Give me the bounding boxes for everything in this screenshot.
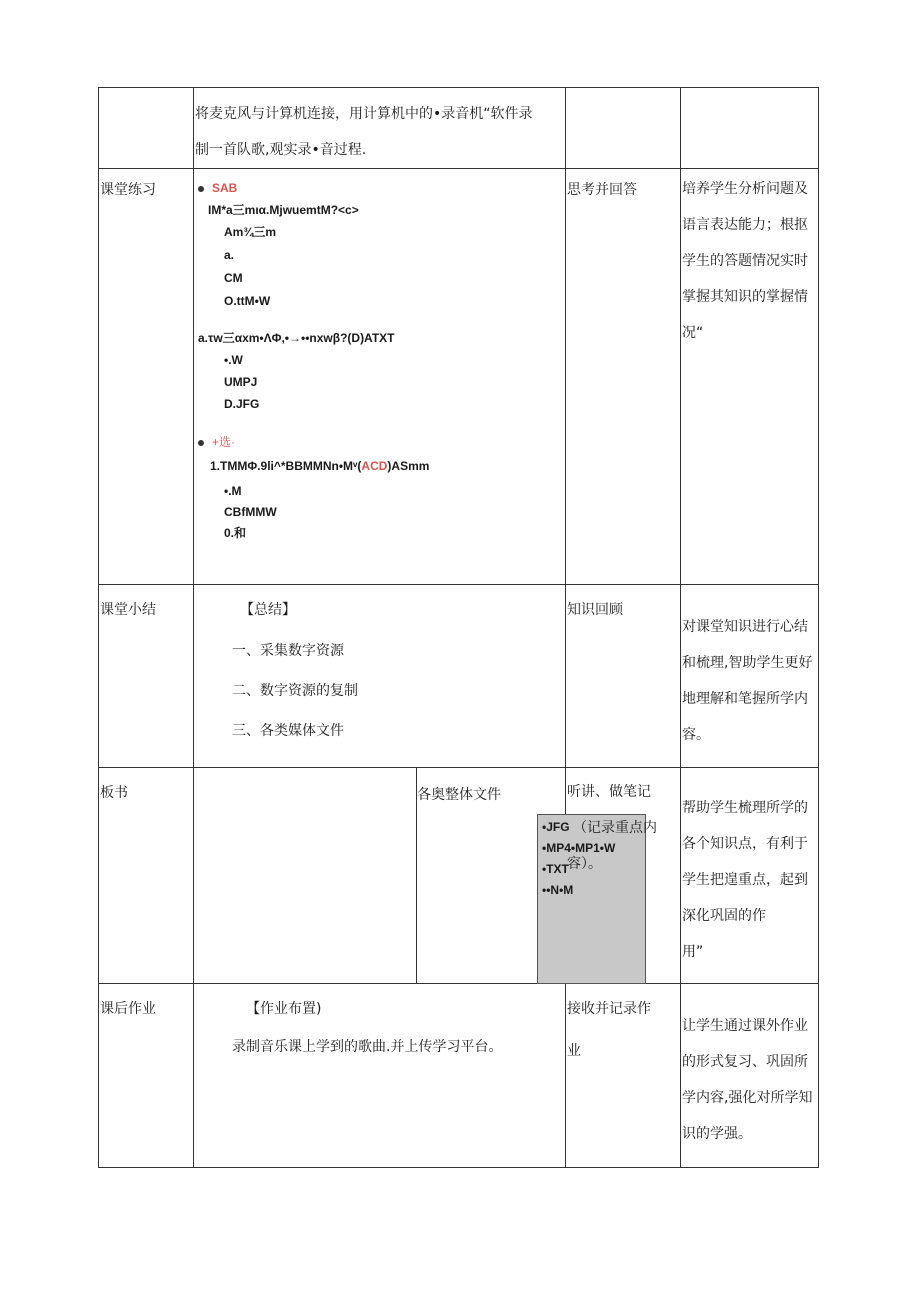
board-heading: 各奥整体文件: [417, 787, 501, 803]
row-practice-student-cell: [566, 169, 681, 585]
summary-title: 【总结】: [240, 602, 296, 618]
row-practice-label-cell: [99, 169, 194, 585]
q2-option-c: D.JFG: [224, 397, 260, 411]
q1-option-a: Am¾三m: [224, 225, 277, 239]
row-practice-intent-cell: [681, 169, 819, 585]
board-file-type: •MP4•MP1•W: [542, 841, 616, 855]
row-intro-student-cell: [566, 88, 681, 169]
table-row-intro: [99, 88, 819, 169]
summary-label: 课堂小结: [100, 602, 156, 618]
practice-intent-line: 语言表达能力；根抠: [682, 217, 808, 233]
table-row-summary: [99, 585, 819, 768]
bullet-icon: [198, 186, 204, 192]
practice-question-3: 1.TMMΦ.9li^*BBMMNn•Mᵛ(ACD)ASmm: [210, 459, 430, 473]
q1-option-c: CM: [224, 271, 243, 285]
q3-answer: ACD: [361, 459, 388, 473]
board-intent-line: 用”: [682, 944, 704, 960]
practice-section1-title: SAB: [198, 181, 565, 195]
q1-option-d: O.ttM•W: [224, 294, 271, 308]
summary-intent-line: 容。: [682, 727, 710, 743]
homework-task: 录制音乐课上学到的歌曲.并上传学习平台。: [232, 1039, 503, 1055]
board-intent-line: 深化巩固的作: [682, 908, 766, 924]
lesson-plan-table: [98, 87, 819, 1168]
row-intro-label-cell: [99, 88, 194, 169]
homework-student-line: 接收并记录作: [567, 1001, 651, 1017]
bullet-icon: [198, 440, 204, 446]
summary-intent-line: 对课堂知识进行心结: [682, 619, 808, 635]
board-label: 板书: [100, 785, 128, 801]
practice-intent-line: 培养学生分析问题及: [682, 181, 808, 197]
summary-point: 一、采集数字资源: [232, 643, 344, 659]
row-homework-label-cell: [99, 984, 194, 1168]
summary-point: 二、数字资源的复制: [232, 683, 358, 699]
board-student-line: 容）。: [567, 856, 602, 872]
summary-point: 三、各类媒体文件: [232, 723, 344, 739]
row-homework-intent-cell: [681, 984, 819, 1168]
row-board-intent-cell: [681, 768, 819, 984]
row-summary-label-cell: [99, 585, 194, 768]
homework-title: 【作业布置): [246, 1001, 322, 1017]
row-practice-content-cell: [194, 169, 566, 585]
row-intro-intent-cell: [681, 88, 819, 169]
board-intent-line: 学生把遑重点，起到: [682, 872, 808, 888]
row-intro-activity-cell: [194, 88, 566, 169]
q3-option-a: •.M: [224, 484, 242, 498]
board-intent-line: 帮助学生梳理所学的: [682, 800, 808, 816]
practice-intent-line: 掌握其知识的掌握情: [682, 289, 808, 305]
q3-option-c: 0.和: [224, 526, 247, 540]
intro-activity-line1: 将麦克风与计算机连接，用计算机中的•录音机“软件录: [195, 106, 533, 122]
summary-student-activity: 知识回顾: [567, 602, 623, 618]
row-board-student-cell: [566, 768, 681, 984]
practice-intent-line: 学生的答题情况实时: [682, 253, 808, 269]
row-board-label-cell: [99, 768, 194, 984]
q2-option-a: •.W: [224, 353, 243, 367]
q3-option-b: CBfMMW: [224, 505, 277, 519]
homework-intent-line: 识的学强。: [682, 1126, 752, 1142]
homework-intent-line: 让学生通过课外作业: [682, 1018, 808, 1034]
summary-intent-line: 地理解和笔握所学内: [682, 691, 808, 707]
homework-intent-line: 的形式复习、巩固所: [682, 1054, 808, 1070]
board-student-line: 听讲、做笔记: [567, 784, 651, 800]
row-summary-student-cell: [566, 585, 681, 768]
row-homework-content-cell: [194, 984, 566, 1168]
board-file-type: •JFG: [542, 820, 570, 834]
intro-activity-line2: 制一首队歌,观实录•音过程.: [195, 142, 367, 158]
board-student-line: （记录重点内: [573, 820, 657, 836]
q1-option-b: a.: [224, 248, 235, 262]
practice-intent-line: 况“: [682, 325, 704, 341]
homework-intent-line: 学内容,强化对所学知: [682, 1090, 813, 1106]
practice-student-activity: 思考并回答: [567, 182, 637, 198]
homework-label: 课后作业: [100, 1001, 156, 1017]
table-row-board: [99, 768, 819, 984]
practice-label: 课堂练习: [100, 182, 156, 198]
board-file-type: •TXT: [542, 862, 569, 876]
summary-intent-line: 和梳理,智助学生更好: [682, 655, 813, 671]
practice-question-2: a.τw三αxm•ΛΦ,•→••nxwβ?(D)ATXT: [198, 331, 395, 345]
practice-question-1: IM*a三mια.MjwuemtM?<c>: [208, 203, 359, 217]
table-row-homework: [99, 984, 819, 1168]
table-row-practice: [99, 169, 819, 585]
q2-option-b: UMPJ: [224, 375, 258, 389]
homework-student-line: 业: [567, 1043, 581, 1059]
row-summary-content-cell: [194, 585, 566, 768]
row-homework-student-cell: [566, 984, 681, 1168]
board-file-type: ••N•M: [542, 883, 574, 897]
row-summary-intent-cell: [681, 585, 819, 768]
practice-section2-title: +选·: [198, 431, 565, 453]
board-intent-line: 各个知识点，有利于: [682, 836, 808, 852]
